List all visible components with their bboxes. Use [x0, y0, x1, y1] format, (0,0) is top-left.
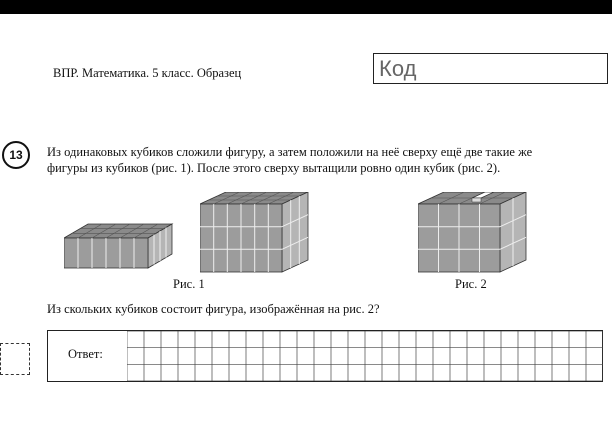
task-text-line1: Из одинаковых кубиков сложили фигуру, а затем положили на неё сверху ещё две такие же — [47, 145, 533, 159]
figure-2-with-removed-cube — [418, 192, 528, 274]
answer-grid[interactable] — [127, 331, 603, 381]
top-black-bar — [0, 0, 612, 14]
figure-1-single-layer — [64, 222, 176, 272]
figure-1-caption: Рис. 1 — [173, 277, 205, 291]
answer-label: Ответ: — [68, 347, 103, 361]
question-text: Из скольких кубиков состоит фигура, изображённая на рис. 2? — [47, 302, 380, 316]
code-field[interactable] — [373, 53, 608, 84]
score-box — [0, 343, 30, 375]
task-number-badge: 13 — [2, 141, 30, 169]
code-label: Код — [379, 56, 417, 81]
figure-1-stacked — [200, 192, 310, 274]
task-text-line2: фигуры из кубиков (рис. 1). После этого сверху вытащили ровно один кубик (рис. 2). — [47, 161, 501, 175]
page-header: ВПР. Математика. 5 класс. Образец — [53, 66, 242, 80]
figure-2-caption: Рис. 2 — [455, 277, 487, 291]
